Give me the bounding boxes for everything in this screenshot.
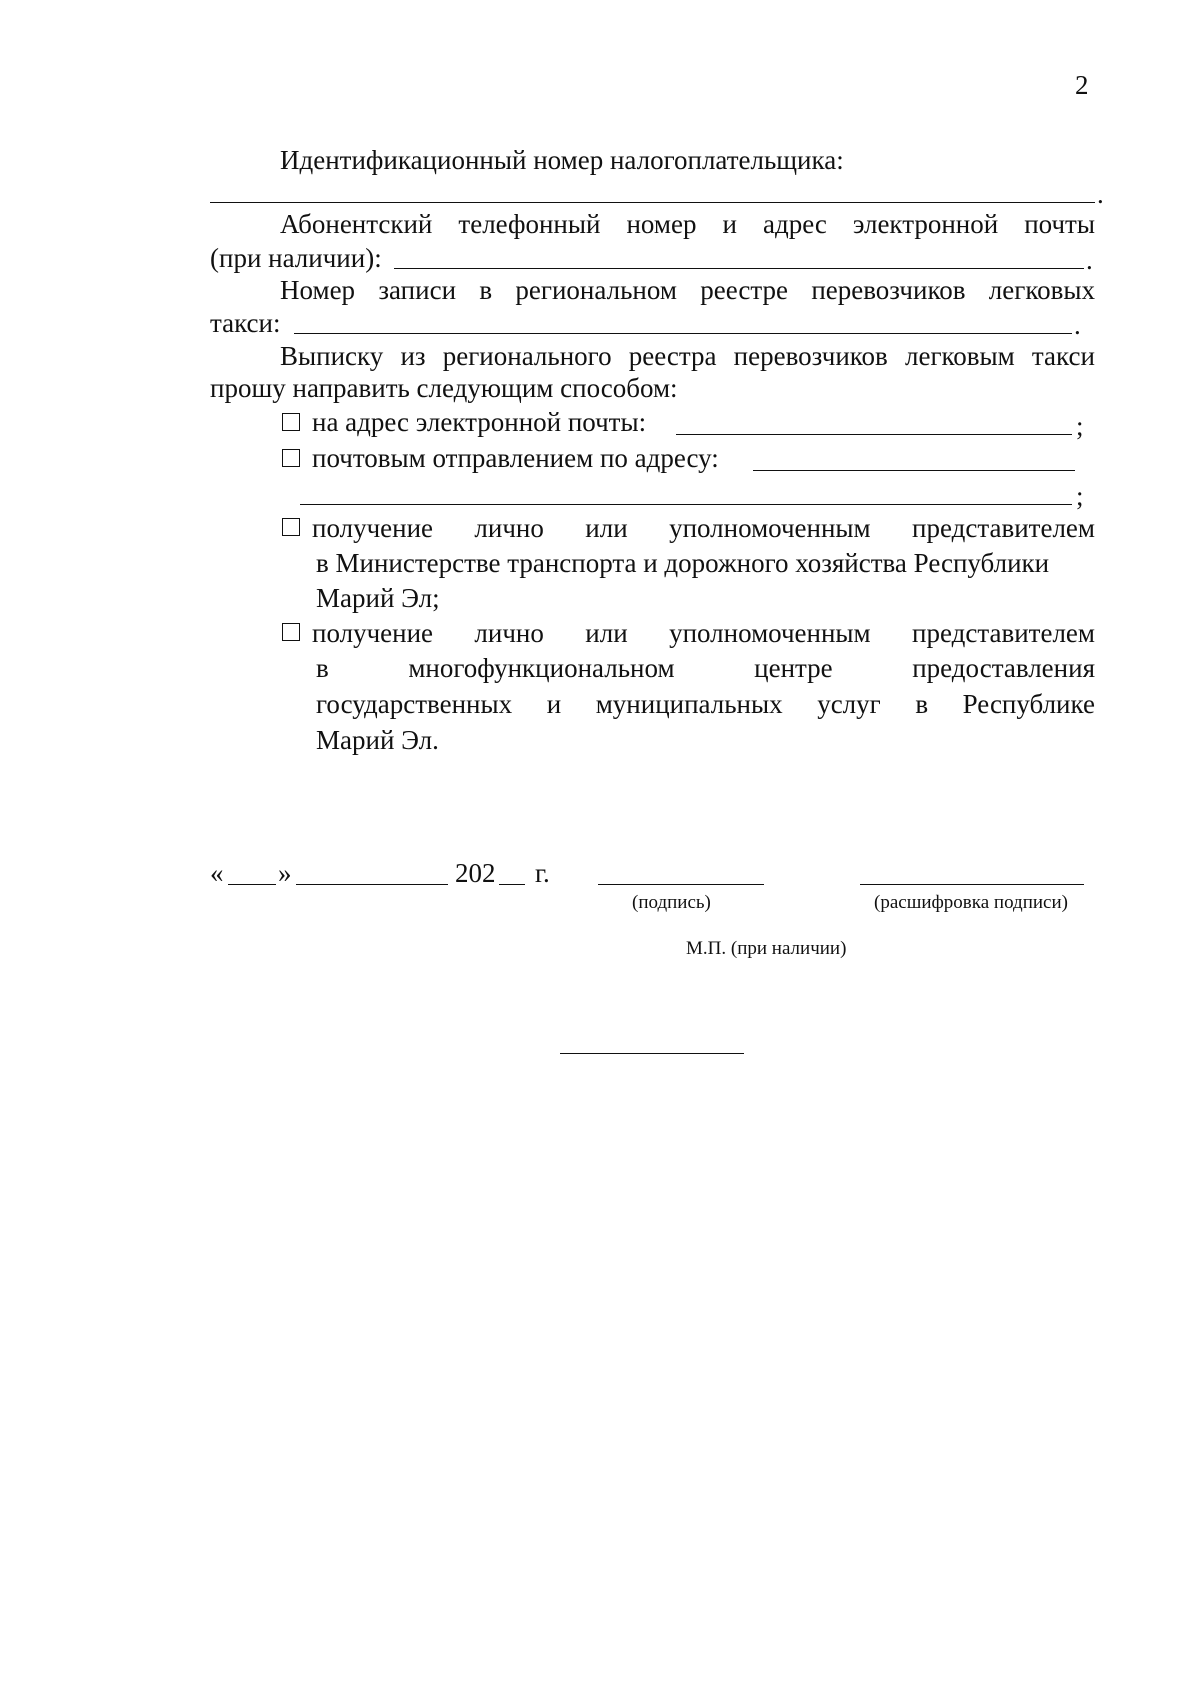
mfc-option-checkbox[interactable] (282, 623, 300, 641)
mfc-option-line4: Марий Эл. (316, 725, 439, 755)
phone-email-line1-word: номер (626, 209, 697, 239)
date-year-underline (499, 884, 525, 885)
mfc-option-line2-word: центре (754, 653, 833, 683)
date-open-quote: « (210, 858, 224, 888)
phone-email-line1-word: адрес (762, 209, 827, 239)
signature-underline (598, 884, 764, 885)
phone-email-line1-word: и (722, 209, 737, 239)
email-option-end-punct: ; (1076, 411, 1084, 441)
delivery-line1-word: такси (1031, 341, 1095, 371)
mfc-option-line3-word: государственных (316, 689, 513, 719)
delivery-email-input[interactable] (678, 404, 1072, 432)
registry-end-punct: . (1074, 310, 1081, 340)
email-option-checkbox[interactable] (282, 413, 300, 431)
registry-line1-word: записи (378, 275, 457, 305)
mfc-option-line2-word: предоставления (912, 653, 1095, 683)
date-day-underline (228, 884, 276, 885)
phone-email-underline (394, 268, 1084, 269)
page-number: 2 (1075, 70, 1089, 100)
registry-line1-word: региональном (515, 275, 677, 305)
post-option-checkbox[interactable] (282, 449, 300, 467)
phone-email-label: (при наличии): (210, 243, 382, 273)
mfc-option-line2-word: в (316, 653, 329, 683)
mfc-option-line3-word: муниципальных (595, 689, 783, 719)
inn-label: Идентификационный номер налогоплательщика: (280, 145, 844, 175)
date-day-input[interactable] (228, 856, 274, 884)
inn-underline (210, 202, 1095, 203)
ministry-option-line3: Марий Эл; (316, 583, 440, 613)
mfc-option-line1-word: представителем (912, 618, 1095, 648)
ministry-option-line2: в Министерстве транспорта и дорожного хозяйства Республики (316, 548, 1050, 578)
inn-end-punct: . (1097, 179, 1104, 209)
phone-email-line1-word: Абонентский (280, 209, 433, 239)
mfc-option-line1-word: уполномоченным (669, 618, 871, 648)
ministry-option-checkbox[interactable] (282, 518, 300, 536)
phone-email-line1 (280, 208, 1095, 240)
date-month-underline (296, 884, 448, 885)
post-address-input-2[interactable] (302, 474, 1072, 502)
delivery-line1 (280, 340, 1095, 372)
mfc-option-line1 (312, 617, 1095, 649)
mfc-option-line3-word: в (915, 689, 929, 719)
mfc-option-line3-word: Республике (962, 689, 1095, 719)
registry-line1-word: реестре (700, 275, 788, 305)
stamp-caption: М.П. (при наличии) (686, 938, 847, 959)
phone-email-end-punct: . (1086, 245, 1093, 275)
date-month-input[interactable] (298, 856, 446, 884)
mfc-option-line1-word: или (585, 618, 628, 648)
post-option-label: почтовым отправлением по адресу: (312, 443, 719, 473)
phone-email-input[interactable] (396, 238, 1086, 266)
registry-line1-word: в (479, 275, 493, 305)
post-option-end-punct: ; (1076, 481, 1084, 511)
registry-input[interactable] (296, 303, 1072, 331)
end-of-document-rule (560, 1053, 744, 1054)
email-option-label: на адрес электронной почты: (312, 407, 647, 437)
post-address-input-1[interactable] (755, 440, 1075, 468)
delivery-line1-word: легковым (904, 341, 1015, 371)
mfc-option-line3-word: и (546, 689, 562, 719)
ministry-option-line1-word: или (585, 513, 628, 543)
mfc-option-line1-word: лично (474, 618, 544, 648)
post-address-underline-1 (753, 470, 1075, 471)
post-address-underline-2 (300, 504, 1072, 505)
signature-decode-underline (860, 884, 1084, 885)
signature-input[interactable] (600, 856, 762, 884)
delivery-line1-word: из (400, 341, 426, 371)
date-year-prefix: 202 (455, 858, 496, 888)
mfc-option-line2 (316, 652, 1095, 684)
ministry-option-line1-word: лично (474, 513, 544, 543)
mfc-option-line2-word: многофункциональном (408, 653, 675, 683)
signature-decode-input[interactable] (862, 856, 1082, 884)
signature-caption: (подпись) (632, 892, 711, 913)
phone-email-line1-word: телефонный (458, 209, 601, 239)
registry-underline (294, 333, 1072, 334)
delivery-line1-word: реестра (628, 341, 717, 371)
ministry-option-line1-word: получение (312, 513, 434, 543)
date-year-suffix: г. (535, 858, 550, 888)
registry-line1-word: легковых (988, 275, 1095, 305)
mfc-option-line3 (316, 688, 1095, 720)
delivery-line1-word: перевозчиков (733, 341, 888, 371)
registry-line1 (280, 274, 1095, 306)
phone-email-line1-word: электронной (852, 209, 999, 239)
date-close-quote: » (278, 858, 292, 888)
registry-label: такси: (210, 308, 281, 338)
mfc-option-line3-word: услуг (817, 689, 881, 719)
delivery-line2: прошу направить следующим способом: (210, 373, 678, 403)
delivery-email-underline (676, 434, 1072, 435)
mfc-option-line1-word: получение (312, 618, 434, 648)
date-year-input[interactable] (499, 856, 523, 884)
phone-email-line1-word: почты (1024, 209, 1095, 239)
ministry-option-line1 (312, 512, 1095, 544)
ministry-option-line1-word: представителем (912, 513, 1095, 543)
signature-decode-caption: (расшифровка подписи) (874, 892, 1068, 913)
registry-line1-word: перевозчиков (811, 275, 966, 305)
delivery-line1-word: регионального (442, 341, 612, 371)
ministry-option-line1-word: уполномоченным (669, 513, 871, 543)
registry-line1-word: Номер (280, 275, 356, 305)
inn-input[interactable] (212, 172, 1092, 200)
delivery-line1-word: Выписку (280, 341, 384, 371)
